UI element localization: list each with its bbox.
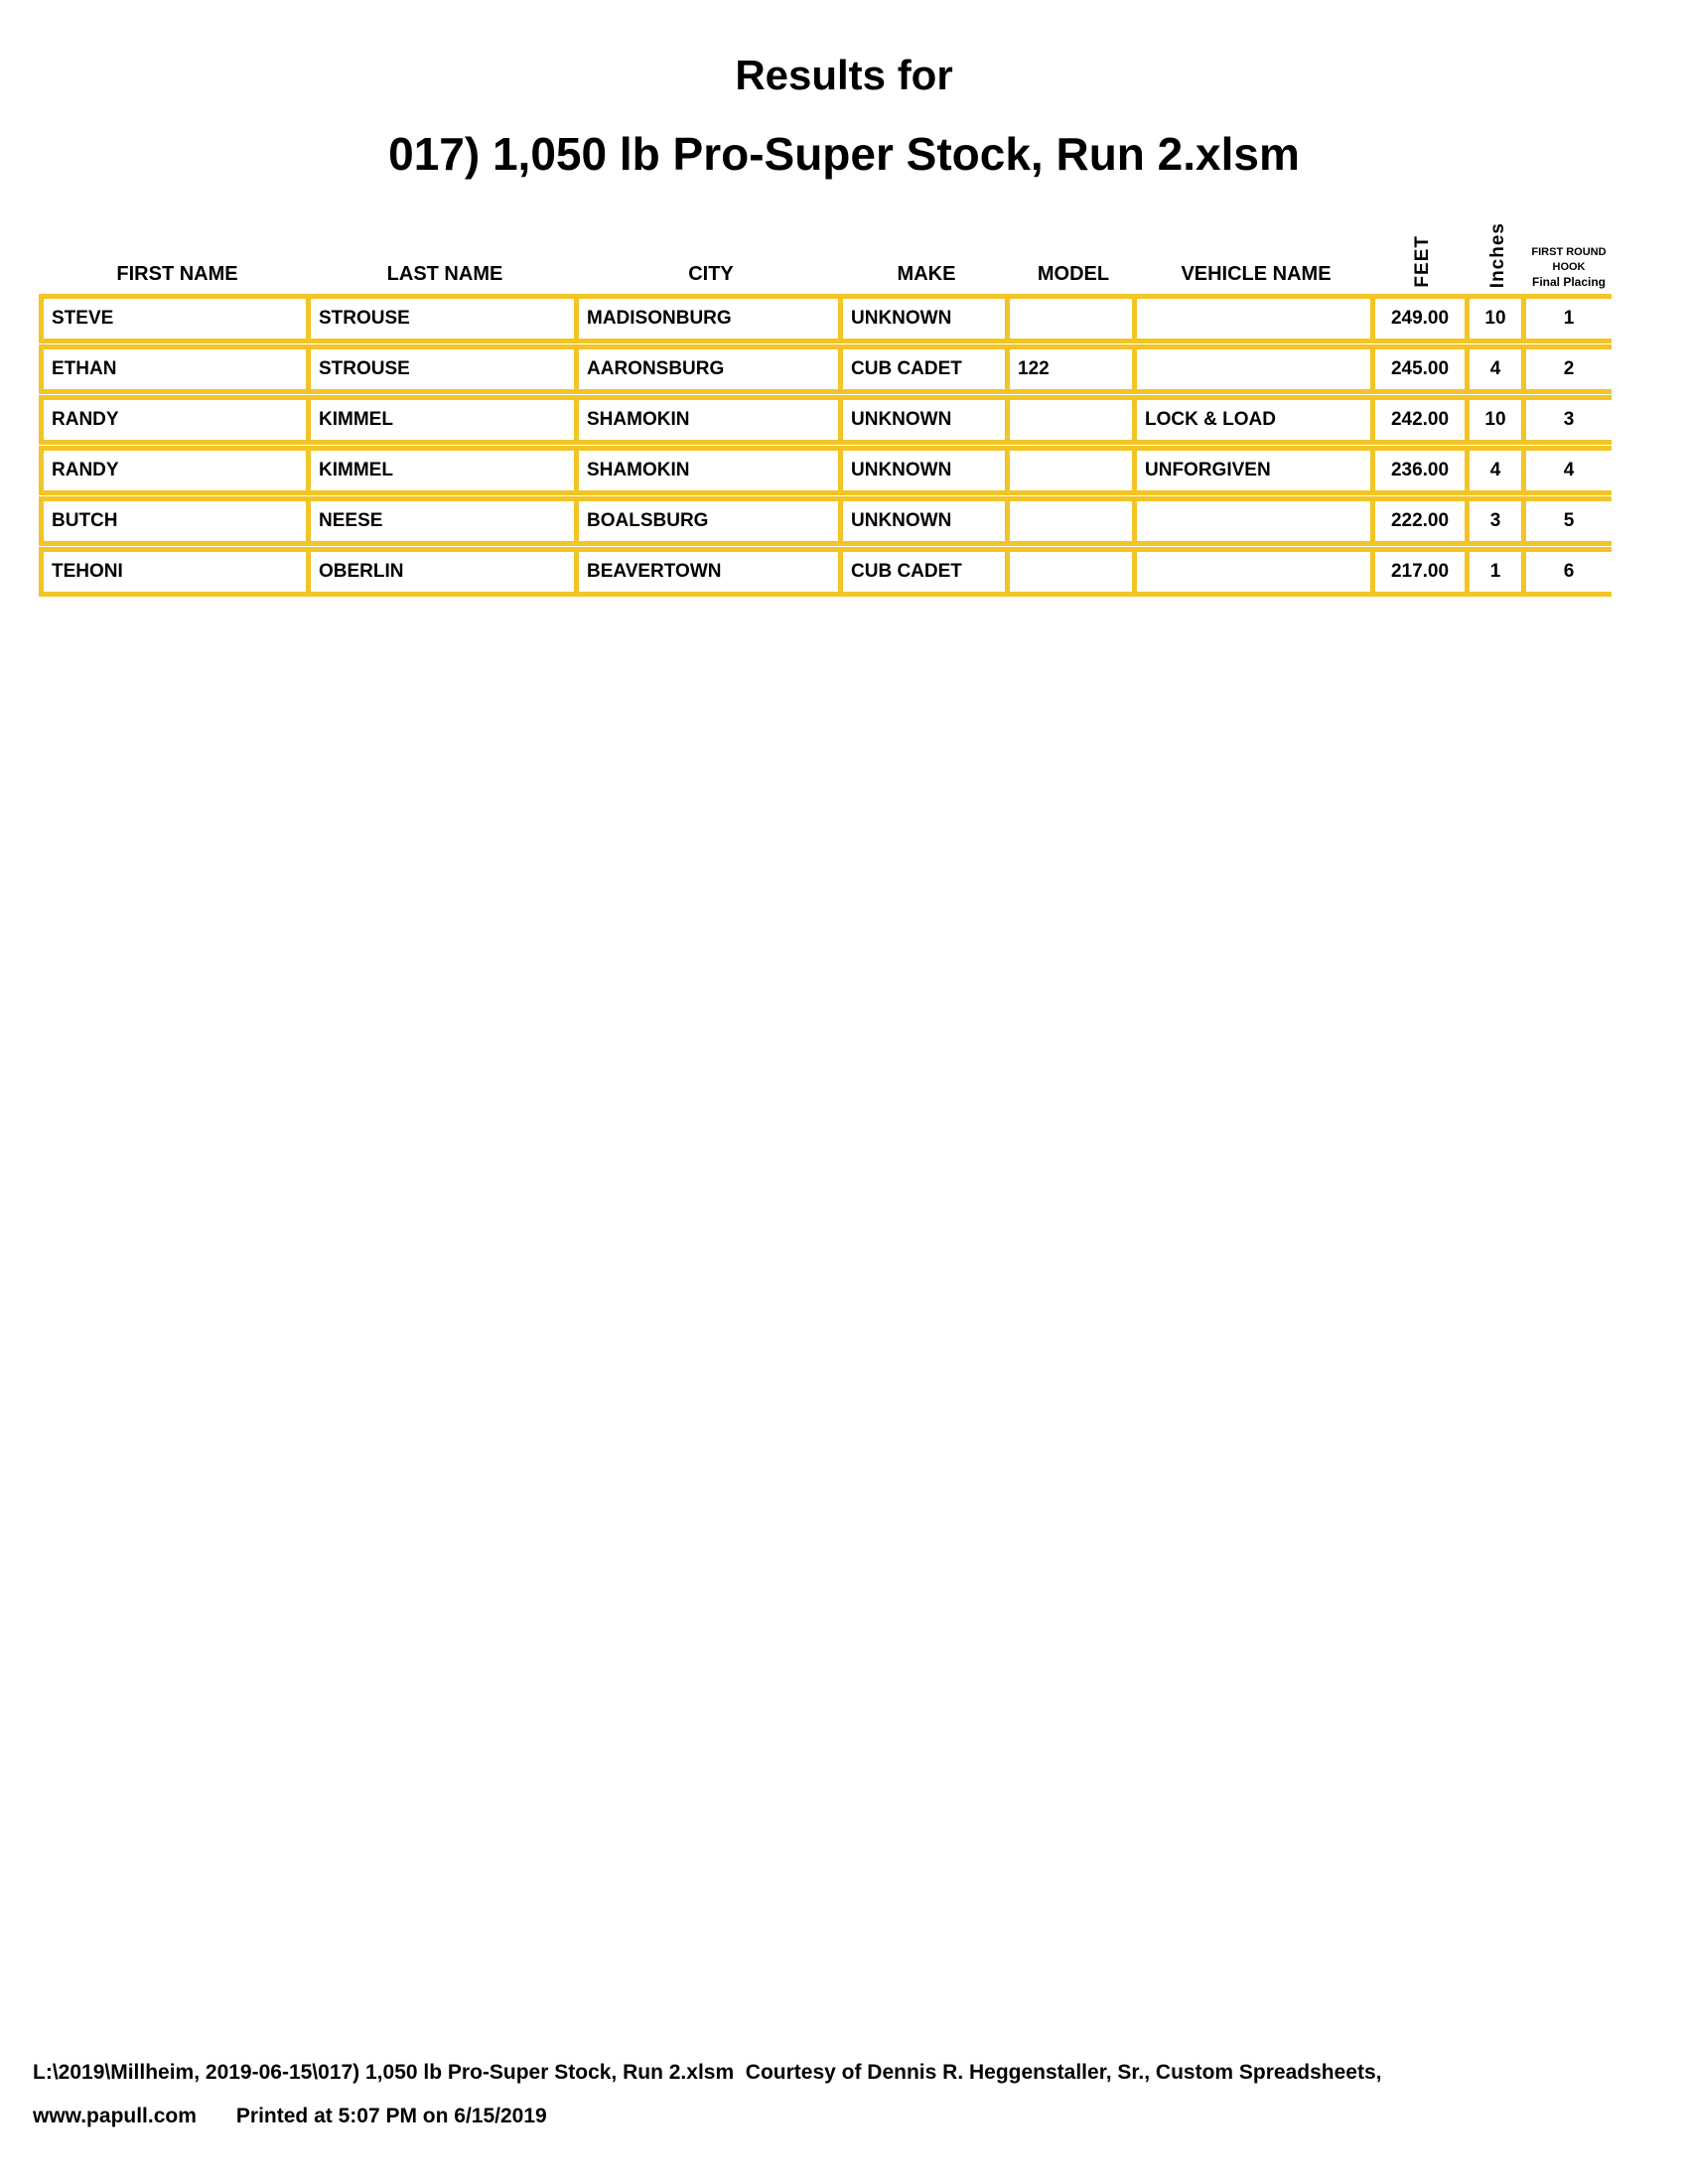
cell-make: UNKNOWN [843, 400, 1010, 440]
cell-city: SHAMOKIN [579, 400, 843, 440]
cell-first-name: RANDY [44, 400, 311, 440]
cell-model [1010, 552, 1137, 592]
cell-placing: 6 [1563, 561, 1575, 582]
cell-last-name: OBERLIN [311, 552, 579, 592]
cell-first-name: TEHONI [44, 552, 311, 592]
cell-make: CUB CADET [843, 552, 1010, 592]
cell-first-name: RANDY [44, 451, 311, 490]
cell-vehicle-name: LOCK & LOAD [1137, 400, 1375, 440]
cell-last-name: KIMMEL [311, 451, 579, 490]
cell-placing: 1 [1563, 308, 1575, 329]
cell-placing: 3 [1563, 409, 1575, 430]
cell-last-name: STROUSE [311, 299, 579, 339]
cell-feet: 222.00 [1375, 501, 1470, 541]
cell-city: AARONSBURG [579, 349, 843, 389]
column-header-inches-label: Inches [1486, 221, 1508, 288]
cell-model [1010, 299, 1137, 339]
cell-first-name: ETHAN [44, 349, 311, 389]
column-header-vehicle-name: VEHICLE NAME [1181, 263, 1332, 285]
table-row [39, 395, 1612, 445]
cell-first-name: BUTCH [44, 501, 311, 541]
cell-make: UNKNOWN [843, 451, 1010, 490]
column-header-city: CITY [688, 263, 734, 285]
column-header-last-name: LAST NAME [386, 263, 503, 285]
cell-city: BOALSBURG [579, 501, 843, 541]
cell-last-name: STROUSE [311, 349, 579, 389]
cell-city: SHAMOKIN [579, 451, 843, 490]
table-row [39, 496, 1612, 546]
cell-make: UNKNOWN [843, 501, 1010, 541]
column-header-inches [1470, 214, 1526, 294]
cell-inches: 1 [1470, 552, 1526, 592]
cell-make: UNKNOWN [843, 299, 1010, 339]
footer-website: www.papull.com [33, 2105, 197, 2127]
table-row [39, 344, 1612, 394]
column-header-first-name: FIRST NAME [116, 263, 238, 285]
cell-last-name: NEESE [311, 501, 579, 541]
cell-model: 122 [1010, 349, 1137, 389]
column-header-placing [1526, 245, 1612, 294]
cell-vehicle-name [1137, 501, 1375, 541]
cell-placing: 2 [1563, 358, 1575, 379]
column-header-model: MODEL [1037, 263, 1110, 285]
cell-feet: 236.00 [1375, 451, 1470, 490]
cell-model [1010, 501, 1137, 541]
cell-city: MADISONBURG [579, 299, 843, 339]
footer-line2 [33, 2105, 1381, 2128]
cell-feet: 245.00 [1375, 349, 1470, 389]
table-row [39, 294, 1612, 343]
column-header-feet [1375, 214, 1470, 294]
page-title: Results for [735, 52, 953, 98]
cell-vehicle-name [1137, 552, 1375, 592]
results-table [39, 214, 1612, 597]
column-header-make: MAKE [897, 263, 956, 285]
cell-vehicle-name [1137, 299, 1375, 339]
cell-inches: 4 [1470, 349, 1526, 389]
footer-printed-timestamp: Printed at 5:07 PM on 6/15/2019 [235, 2105, 547, 2127]
table-row [39, 446, 1612, 495]
cell-placing: 5 [1563, 510, 1575, 531]
placing-header-line2: HOOK [1552, 261, 1586, 273]
table-header-row [39, 214, 1612, 294]
cell-inches: 3 [1470, 501, 1526, 541]
cell-make: CUB CADET [843, 349, 1010, 389]
cell-vehicle-name: UNFORGIVEN [1137, 451, 1375, 490]
page-subtitle: 017) 1,050 lb Pro-Super Stock, Run 2.xlsm [388, 128, 1300, 180]
cell-feet: 217.00 [1375, 552, 1470, 592]
cell-feet: 249.00 [1375, 299, 1470, 339]
cell-inches: 4 [1470, 451, 1526, 490]
column-header-feet-label: FEET [1411, 235, 1433, 288]
page-footer [33, 2061, 1381, 2128]
placing-header-line1: FIRST ROUND [1531, 246, 1607, 258]
cell-first-name: STEVE [44, 299, 311, 339]
cell-placing: 4 [1563, 460, 1575, 480]
cell-vehicle-name [1137, 349, 1375, 389]
cell-feet: 242.00 [1375, 400, 1470, 440]
cell-model [1010, 400, 1137, 440]
placing-header-line3: Final Placing [1531, 275, 1606, 289]
cell-city: BEAVERTOWN [579, 552, 843, 592]
footer-file-path: L:\2019\Millheim, 2019-06-15\017) 1,050 lb Pro-Super Stock, Run 2.xlsm Courtesy of Dennis R. Heggenstaller, Sr., Custom Spreadsheets, [33, 2061, 1382, 2084]
cell-inches: 10 [1470, 400, 1526, 440]
table-row [39, 547, 1612, 597]
cell-last-name: KIMMEL [311, 400, 579, 440]
cell-model [1010, 451, 1137, 490]
cell-inches: 10 [1470, 299, 1526, 339]
